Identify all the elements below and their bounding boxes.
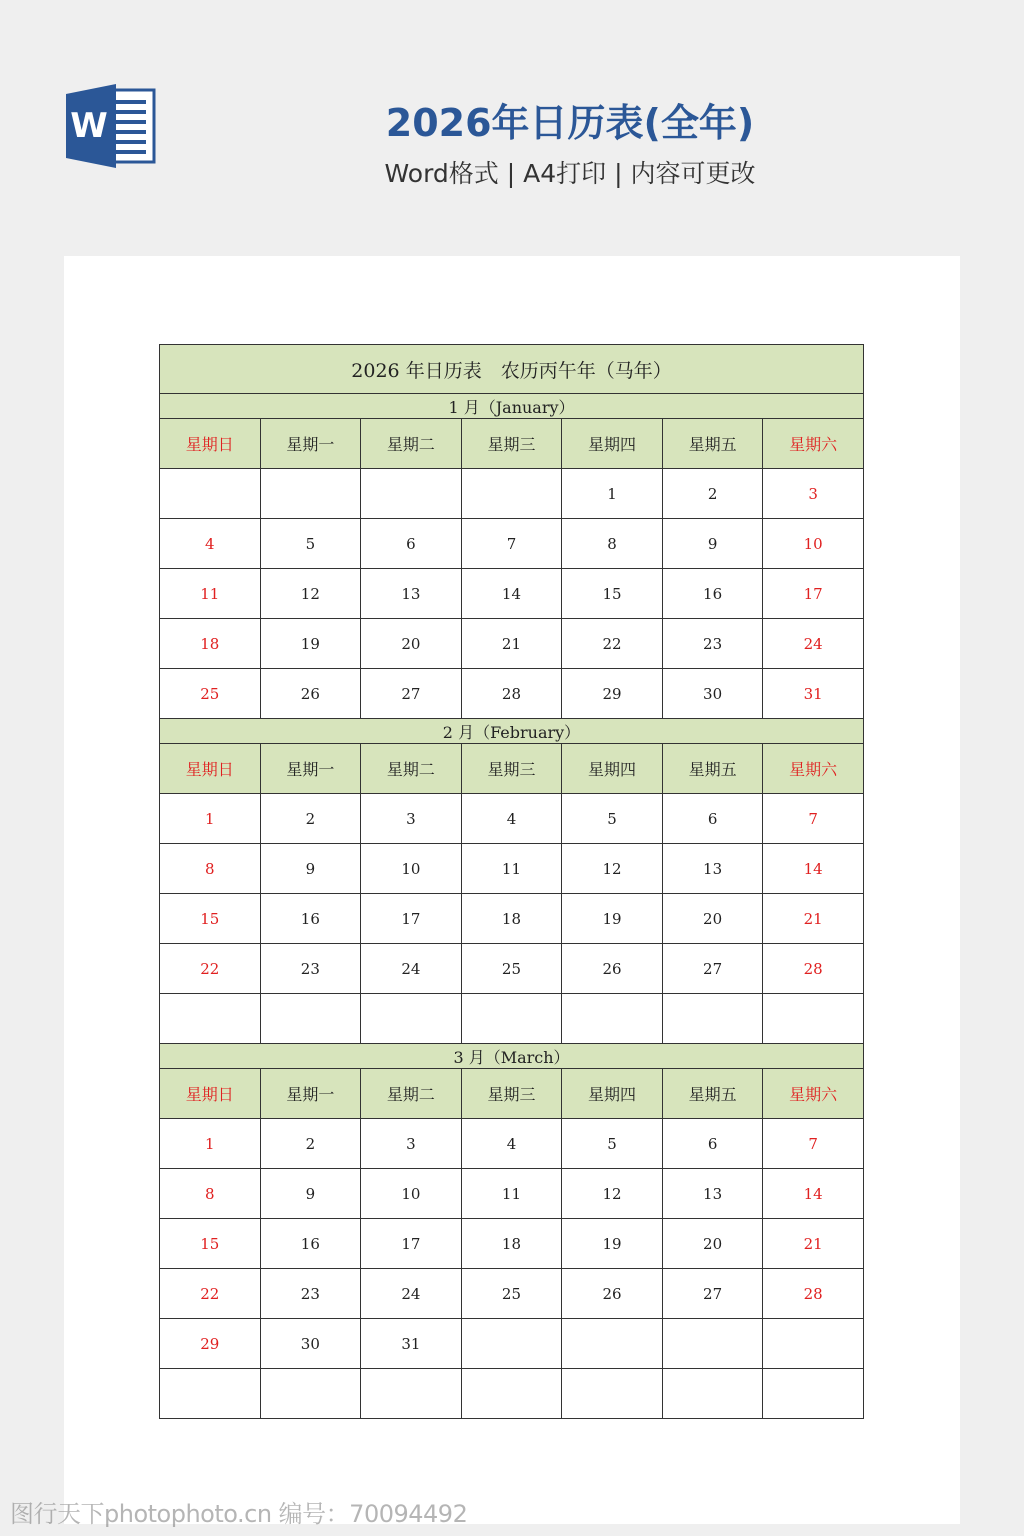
day-cell: 27 bbox=[662, 1269, 763, 1319]
weekday-cell: 星期日 bbox=[160, 419, 261, 469]
day-cell: 10 bbox=[361, 1169, 462, 1219]
day-cell: 3 bbox=[361, 794, 462, 844]
day-cell bbox=[562, 994, 663, 1044]
day-cell: 8 bbox=[160, 844, 261, 894]
day-cell bbox=[461, 994, 562, 1044]
day-cell: 13 bbox=[662, 844, 763, 894]
day-cell: 18 bbox=[461, 894, 562, 944]
weekday-row bbox=[160, 419, 864, 469]
day-cell: 18 bbox=[461, 1219, 562, 1269]
day-cell: 22 bbox=[160, 944, 261, 994]
day-cell: 20 bbox=[361, 619, 462, 669]
weekday-cell: 星期四 bbox=[562, 1069, 663, 1119]
weekday-cell: 星期一 bbox=[260, 419, 361, 469]
week-row bbox=[160, 1269, 864, 1319]
week-row bbox=[160, 1119, 864, 1169]
day-cell: 23 bbox=[260, 1269, 361, 1319]
day-cell: 9 bbox=[260, 1169, 361, 1219]
day-cell: 26 bbox=[562, 944, 663, 994]
day-cell: 6 bbox=[662, 794, 763, 844]
day-cell bbox=[361, 994, 462, 1044]
weekday-cell: 星期日 bbox=[160, 744, 261, 794]
day-cell bbox=[461, 1319, 562, 1369]
day-cell: 20 bbox=[662, 894, 763, 944]
week-row bbox=[160, 1169, 864, 1219]
day-cell bbox=[662, 1369, 763, 1419]
day-cell bbox=[160, 469, 261, 519]
day-cell: 19 bbox=[562, 1219, 663, 1269]
day-cell: 13 bbox=[361, 569, 462, 619]
day-cell bbox=[662, 994, 763, 1044]
day-cell: 5 bbox=[562, 794, 663, 844]
day-cell: 24 bbox=[361, 944, 462, 994]
day-cell: 11 bbox=[461, 844, 562, 894]
calendar-title-row bbox=[160, 345, 864, 394]
page-subtitle: Word格式 | A4打印 | 内容可更改 bbox=[384, 159, 756, 188]
weekday-row bbox=[160, 744, 864, 794]
calendar-table bbox=[159, 344, 864, 1419]
day-cell: 19 bbox=[562, 894, 663, 944]
day-cell: 16 bbox=[260, 894, 361, 944]
day-cell: 28 bbox=[763, 944, 864, 994]
day-cell: 18 bbox=[160, 619, 261, 669]
weekday-cell: 星期一 bbox=[260, 1069, 361, 1119]
day-cell: 15 bbox=[160, 1219, 261, 1269]
weekday-cell: 星期三 bbox=[461, 1069, 562, 1119]
day-cell bbox=[763, 1369, 864, 1419]
day-cell: 7 bbox=[461, 519, 562, 569]
week-row bbox=[160, 1369, 864, 1419]
day-cell: 5 bbox=[562, 1119, 663, 1169]
week-row bbox=[160, 1219, 864, 1269]
day-cell: 15 bbox=[562, 569, 663, 619]
day-cell: 6 bbox=[662, 1119, 763, 1169]
day-cell: 27 bbox=[361, 669, 462, 719]
day-cell bbox=[160, 994, 261, 1044]
day-cell: 22 bbox=[562, 619, 663, 669]
week-row bbox=[160, 569, 864, 619]
weekday-cell: 星期三 bbox=[461, 744, 562, 794]
day-cell: 30 bbox=[662, 669, 763, 719]
weekday-cell: 星期五 bbox=[662, 419, 763, 469]
day-cell: 13 bbox=[662, 1169, 763, 1219]
calendar-title: 2026 年日历表 农历丙午年（马年） bbox=[160, 345, 864, 394]
day-cell: 21 bbox=[763, 1219, 864, 1269]
day-cell: 9 bbox=[662, 519, 763, 569]
weekday-cell: 星期五 bbox=[662, 1069, 763, 1119]
day-cell: 14 bbox=[763, 1169, 864, 1219]
day-cell bbox=[562, 1319, 663, 1369]
day-cell: 5 bbox=[260, 519, 361, 569]
day-cell: 31 bbox=[763, 669, 864, 719]
day-cell: 21 bbox=[763, 894, 864, 944]
day-cell: 1 bbox=[562, 469, 663, 519]
day-cell: 23 bbox=[260, 944, 361, 994]
watermark: 图行天下photophoto.cn 编号：70094492 bbox=[10, 1500, 468, 1528]
day-cell: 2 bbox=[260, 1119, 361, 1169]
week-row bbox=[160, 1319, 864, 1369]
week-row bbox=[160, 519, 864, 569]
weekday-row bbox=[160, 1069, 864, 1119]
day-cell: 17 bbox=[361, 1219, 462, 1269]
week-row bbox=[160, 469, 864, 519]
weekday-cell: 星期五 bbox=[662, 744, 763, 794]
day-cell: 21 bbox=[461, 619, 562, 669]
day-cell: 31 bbox=[361, 1319, 462, 1369]
week-row bbox=[160, 944, 864, 994]
weekday-cell: 星期六 bbox=[763, 744, 864, 794]
day-cell: 26 bbox=[562, 1269, 663, 1319]
weekday-cell: 星期四 bbox=[562, 744, 663, 794]
day-cell: 2 bbox=[260, 794, 361, 844]
day-cell: 10 bbox=[763, 519, 864, 569]
weekday-cell: 星期六 bbox=[763, 1069, 864, 1119]
day-cell bbox=[260, 1369, 361, 1419]
day-cell: 17 bbox=[361, 894, 462, 944]
day-cell bbox=[662, 1319, 763, 1369]
day-cell bbox=[361, 469, 462, 519]
word-logo-letter: W bbox=[70, 106, 108, 146]
day-cell: 30 bbox=[260, 1319, 361, 1369]
weekday-cell: 星期六 bbox=[763, 419, 864, 469]
month-header-row bbox=[160, 394, 864, 419]
day-cell bbox=[763, 1319, 864, 1369]
month-label: 2 月（February） bbox=[160, 719, 864, 744]
weekday-cell: 星期二 bbox=[361, 1069, 462, 1119]
weekday-cell: 星期二 bbox=[361, 419, 462, 469]
day-cell: 1 bbox=[160, 1119, 261, 1169]
day-cell: 29 bbox=[160, 1319, 261, 1369]
day-cell: 7 bbox=[763, 794, 864, 844]
day-cell: 25 bbox=[461, 944, 562, 994]
day-cell: 9 bbox=[260, 844, 361, 894]
day-cell: 6 bbox=[361, 519, 462, 569]
day-cell: 19 bbox=[260, 619, 361, 669]
week-row bbox=[160, 844, 864, 894]
day-cell bbox=[461, 469, 562, 519]
day-cell: 23 bbox=[662, 619, 763, 669]
document-page bbox=[64, 256, 960, 1524]
day-cell: 8 bbox=[160, 1169, 261, 1219]
day-cell: 1 bbox=[160, 794, 261, 844]
month-label: 3 月（March） bbox=[160, 1044, 864, 1069]
day-cell: 12 bbox=[260, 569, 361, 619]
day-cell: 3 bbox=[361, 1119, 462, 1169]
day-cell: 7 bbox=[763, 1119, 864, 1169]
day-cell: 27 bbox=[662, 944, 763, 994]
day-cell: 15 bbox=[160, 894, 261, 944]
day-cell: 17 bbox=[763, 569, 864, 619]
weekday-cell: 星期三 bbox=[461, 419, 562, 469]
day-cell: 14 bbox=[763, 844, 864, 894]
day-cell: 24 bbox=[763, 619, 864, 669]
day-cell: 11 bbox=[160, 569, 261, 619]
day-cell: 12 bbox=[562, 1169, 663, 1219]
month-label: 1 月（January） bbox=[160, 394, 864, 419]
weekday-cell: 星期四 bbox=[562, 419, 663, 469]
day-cell: 25 bbox=[160, 669, 261, 719]
page-title: 2026年日历表(全年) bbox=[385, 101, 755, 145]
day-cell bbox=[461, 1369, 562, 1419]
day-cell: 29 bbox=[562, 669, 663, 719]
day-cell: 14 bbox=[461, 569, 562, 619]
day-cell: 16 bbox=[260, 1219, 361, 1269]
day-cell bbox=[260, 469, 361, 519]
week-row bbox=[160, 619, 864, 669]
day-cell: 11 bbox=[461, 1169, 562, 1219]
day-cell: 25 bbox=[461, 1269, 562, 1319]
day-cell: 28 bbox=[461, 669, 562, 719]
day-cell: 16 bbox=[662, 569, 763, 619]
day-cell: 26 bbox=[260, 669, 361, 719]
week-row bbox=[160, 794, 864, 844]
day-cell: 20 bbox=[662, 1219, 763, 1269]
day-cell bbox=[763, 994, 864, 1044]
day-cell: 28 bbox=[763, 1269, 864, 1319]
day-cell: 4 bbox=[160, 519, 261, 569]
week-row bbox=[160, 894, 864, 944]
day-cell: 22 bbox=[160, 1269, 261, 1319]
day-cell: 3 bbox=[763, 469, 864, 519]
month-header-row bbox=[160, 719, 864, 744]
day-cell: 8 bbox=[562, 519, 663, 569]
week-row bbox=[160, 994, 864, 1044]
day-cell bbox=[260, 994, 361, 1044]
weekday-cell: 星期日 bbox=[160, 1069, 261, 1119]
day-cell bbox=[562, 1369, 663, 1419]
word-icon bbox=[64, 82, 156, 170]
month-header-row bbox=[160, 1044, 864, 1069]
day-cell: 12 bbox=[562, 844, 663, 894]
day-cell: 24 bbox=[361, 1269, 462, 1319]
weekday-cell: 星期二 bbox=[361, 744, 462, 794]
day-cell: 2 bbox=[662, 469, 763, 519]
day-cell bbox=[160, 1369, 261, 1419]
day-cell bbox=[361, 1369, 462, 1419]
day-cell: 4 bbox=[461, 794, 562, 844]
day-cell: 10 bbox=[361, 844, 462, 894]
week-row bbox=[160, 669, 864, 719]
weekday-cell: 星期一 bbox=[260, 744, 361, 794]
day-cell: 4 bbox=[461, 1119, 562, 1169]
